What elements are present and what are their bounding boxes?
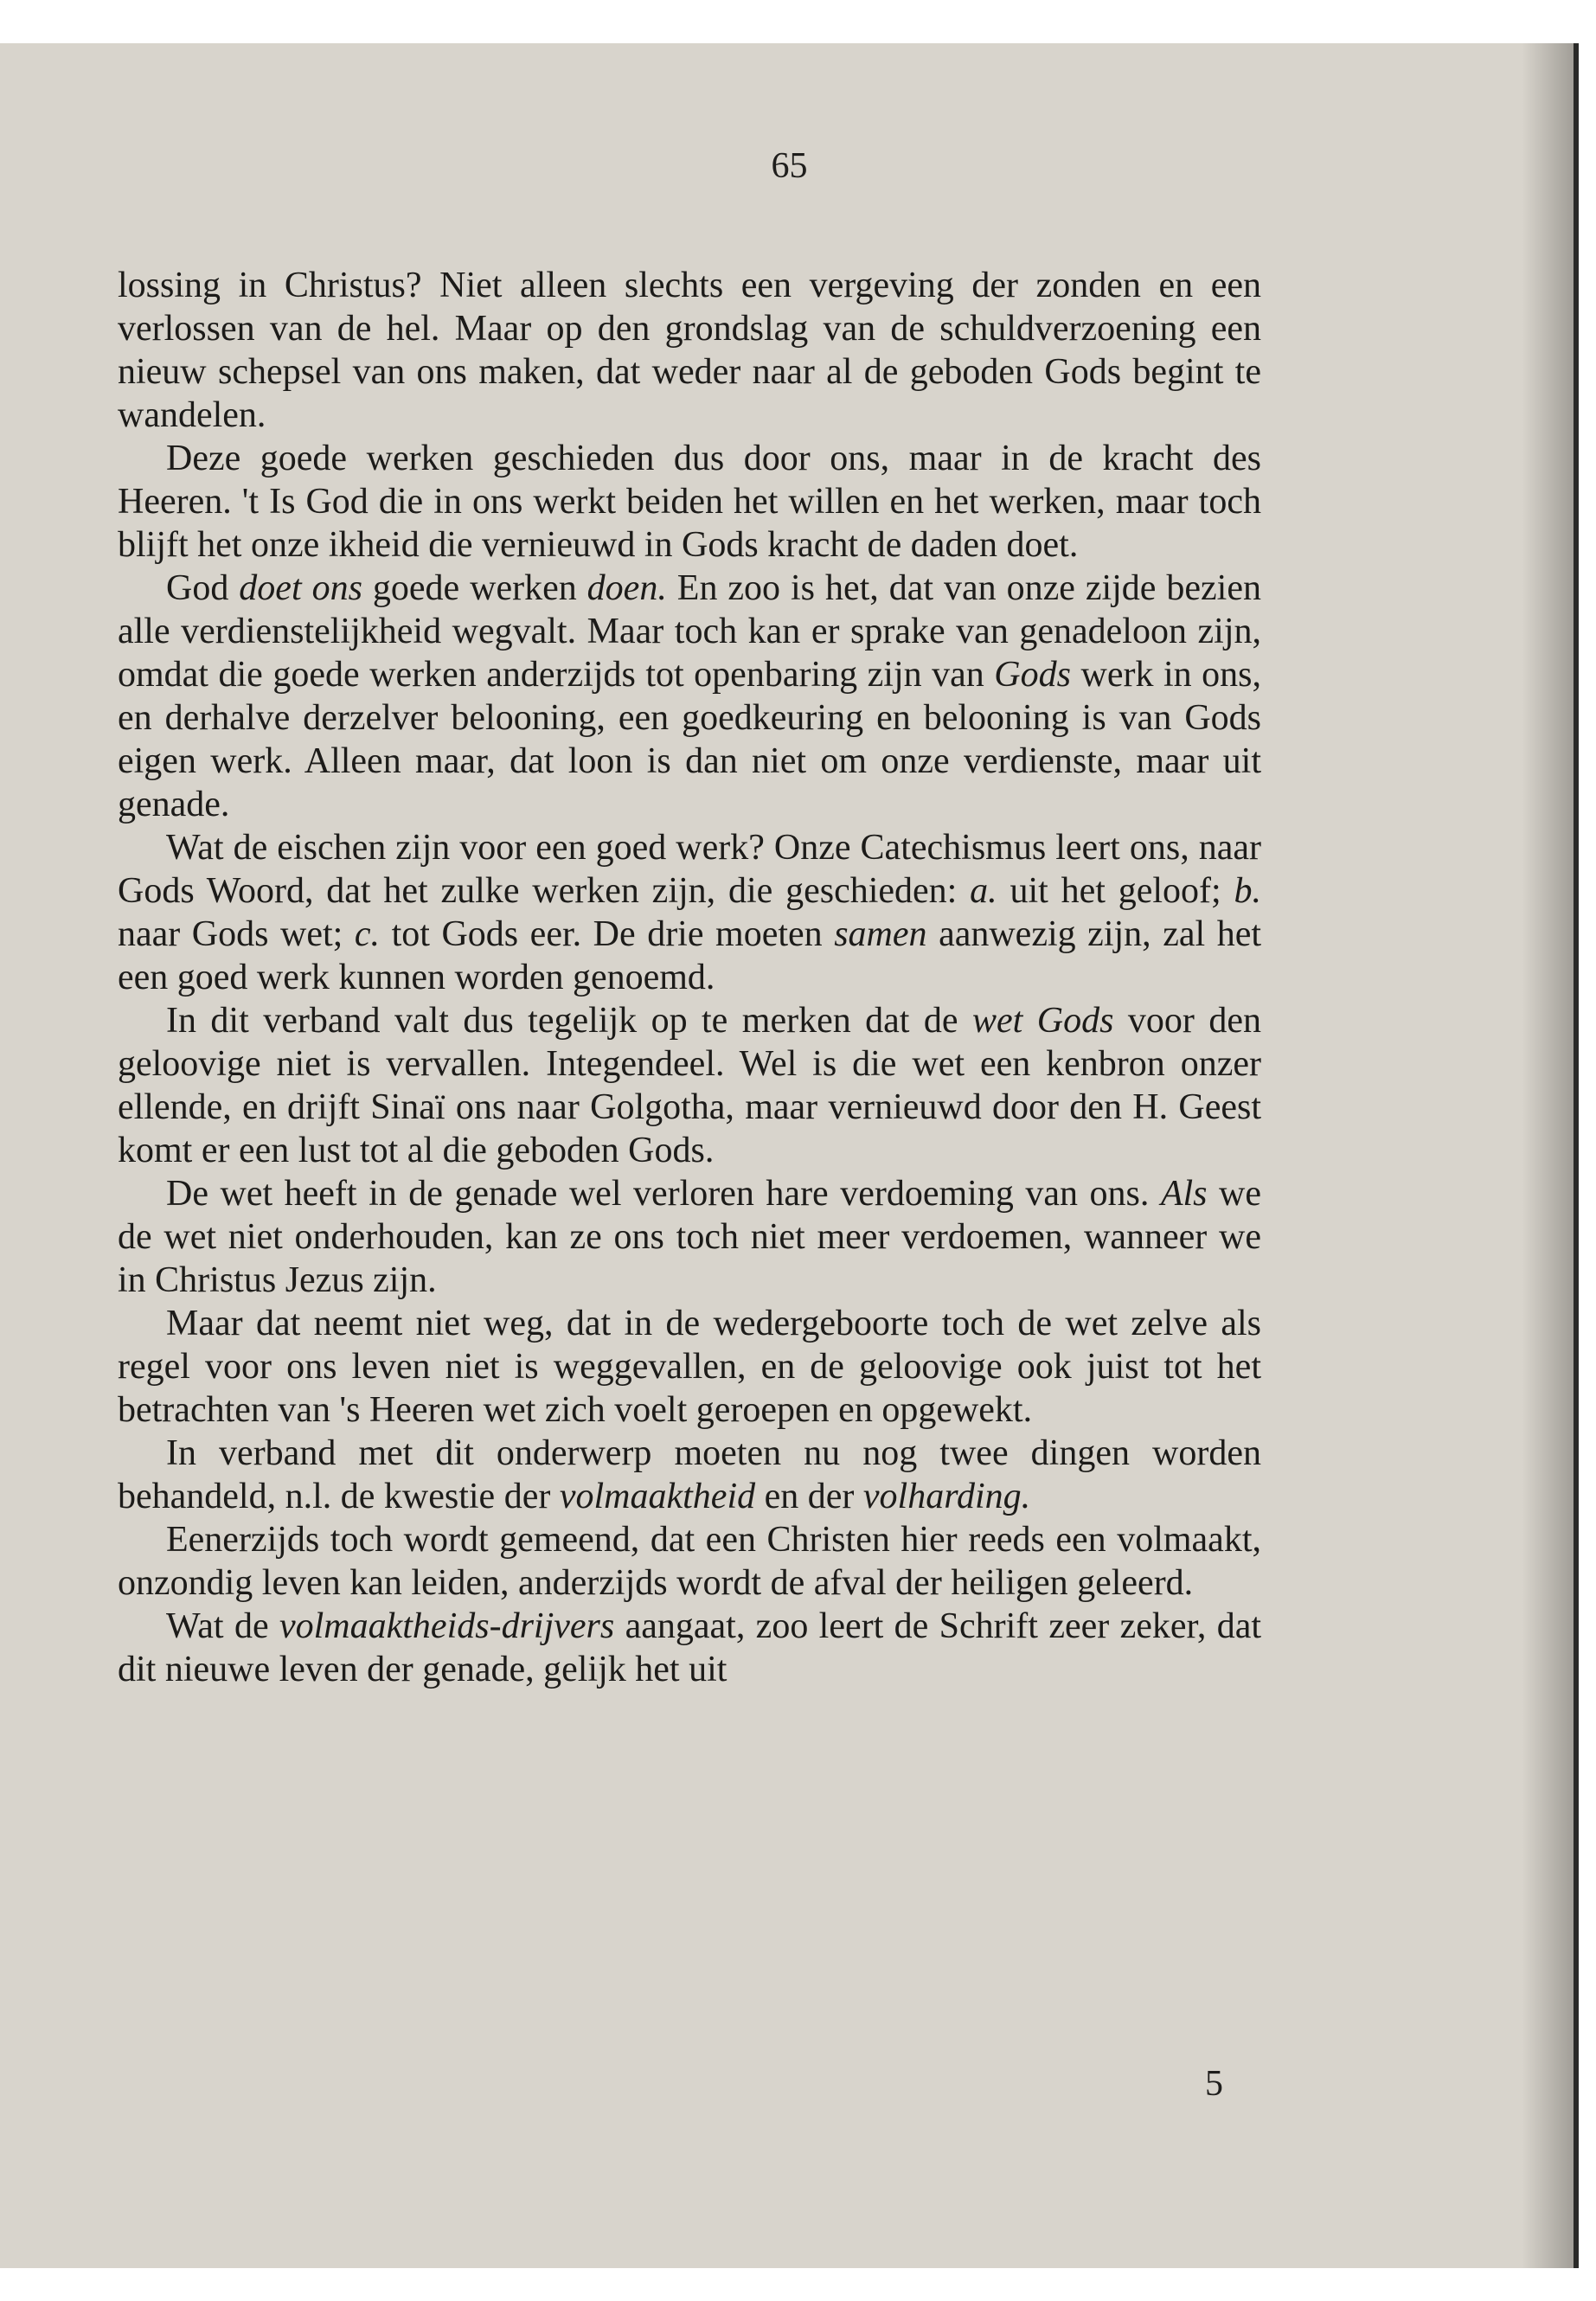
- text-run: Wat de: [166, 1606, 279, 1646]
- text-run: aangaat, zoo leert de Schrift zeer zeker, dat dit nieuwe leven der genade, gelijk het uit: [118, 1606, 1262, 1689]
- text-run: goede werken: [362, 568, 587, 608]
- text-run: en der: [755, 1477, 863, 1516]
- text-run: uit het geloof;: [997, 871, 1234, 911]
- paragraph: [118, 567, 1261, 826]
- text-run: Deze goede werken geschieden dus door ons, maar in de kracht des Heeren. 't Is God die in ons werkt beiden het willen en het werken, maar toch blijft het onze ikheid die vernieuwd in Gods kracht de daden doet.: [118, 439, 1261, 565]
- paragraph: [118, 437, 1261, 567]
- italic-run: volmaaktheid: [559, 1477, 756, 1516]
- text-run: werk in ons, en derhalve derzelver belooning, een goedkeuring en belooning is van Gods eigen werk. Alleen maar, dat loon is dan niet om onze verdienste, maar uit genade.: [118, 655, 1261, 824]
- italic-run: volmaaktheids-drijvers: [279, 1606, 615, 1646]
- text-run: De wet heeft in de genade wel verloren hare verdoeming van ons.: [166, 1174, 1161, 1214]
- text-run: In verband met dit onderwerp moeten nu nog twee dingen worden behandeld, n.l. de kwestie der: [118, 1433, 1261, 1516]
- text-run: we de wet niet onderhouden, kan ze ons toch niet meer verdoemen, wanneer we in Christus Jezus zijn.: [118, 1174, 1261, 1300]
- italic-run: a.: [970, 871, 997, 911]
- paragraph: [118, 999, 1261, 1172]
- italic-run: doen.: [586, 568, 667, 608]
- scanned-page: [0, 43, 1579, 2268]
- italic-run: volharding.: [862, 1477, 1031, 1516]
- text-run: aanwezig zijn, zal het een goed werk kunnen worden genoemd.: [118, 914, 1262, 997]
- text-run: lossing in Christus? Niet alleen slechts een vergeving der zonden en een verlossen van de hel. Maar op den grondslag van de schuldverzoening een nieuw schepsel van ons maken, dat weder naar al de geboden Gods begint te wandelen.: [118, 266, 1261, 435]
- italic-run: doet ons: [239, 568, 362, 608]
- italic-run: samen: [834, 914, 927, 954]
- text-run: tot Gods eer. De drie moeten: [380, 914, 835, 954]
- italic-run: c.: [354, 914, 381, 954]
- body-text: [118, 264, 1261, 1691]
- italic-run: b.: [1234, 871, 1261, 911]
- paragraph: [118, 826, 1261, 999]
- text-run: En zoo is het, dat van onze zijde bezien alle verdienstelijkheid wegvalt. Maar toch kan er sprake van genadeloon zijn, omdat die goede werken anderzijds tot openbaring zijn van: [118, 568, 1261, 695]
- text-run: naar Gods wet;: [118, 914, 355, 954]
- page-number: 65: [771, 146, 808, 186]
- paragraph: [118, 264, 1261, 437]
- paragraph: [118, 1518, 1261, 1605]
- text-run: Eenerzijds toch wordt gemeend, dat een Christen hier reeds een volmaakt, onzondig leven kan leiden, anderzijds wordt de afval der heiligen geleerd.: [118, 1520, 1261, 1603]
- text-run: God: [166, 568, 240, 608]
- book-gutter-shadow: [1522, 43, 1574, 2268]
- italic-run: Gods: [994, 655, 1071, 695]
- text-run: voor den geloovige niet is vervallen. Integendeel. Wel is die wet een kenbron onzer ellende, en drijft Sinaï ons naar Golgotha, maar vernieuwd door den H. Geest komt er een lust tot al die geboden Gods.: [118, 1001, 1261, 1170]
- text-run: Wat de eischen zijn voor een goed werk? Onze Catechismus leert ons, naar Gods Woord, dat het zulke werken zijn, die geschieden:: [118, 828, 1261, 911]
- paragraph: [118, 1432, 1261, 1518]
- signature-mark: 5: [1205, 2064, 1223, 2104]
- paragraph: [118, 1605, 1261, 1691]
- text-run: Maar dat neemt niet weg, dat in de wedergeboorte toch de wet zelve als regel voor ons leven niet is weggevallen, en de geloovige ook juist tot het betrachten van 's Heeren wet zich voelt geroepen en opgewekt.: [118, 1304, 1261, 1430]
- italic-run: Als: [1160, 1174, 1208, 1214]
- text-run: In dit verband valt dus tegelijk op te merken dat de: [166, 1001, 973, 1041]
- paragraph: [118, 1172, 1261, 1302]
- paragraph: [118, 1302, 1261, 1432]
- italic-run: wet Gods: [972, 1001, 1114, 1041]
